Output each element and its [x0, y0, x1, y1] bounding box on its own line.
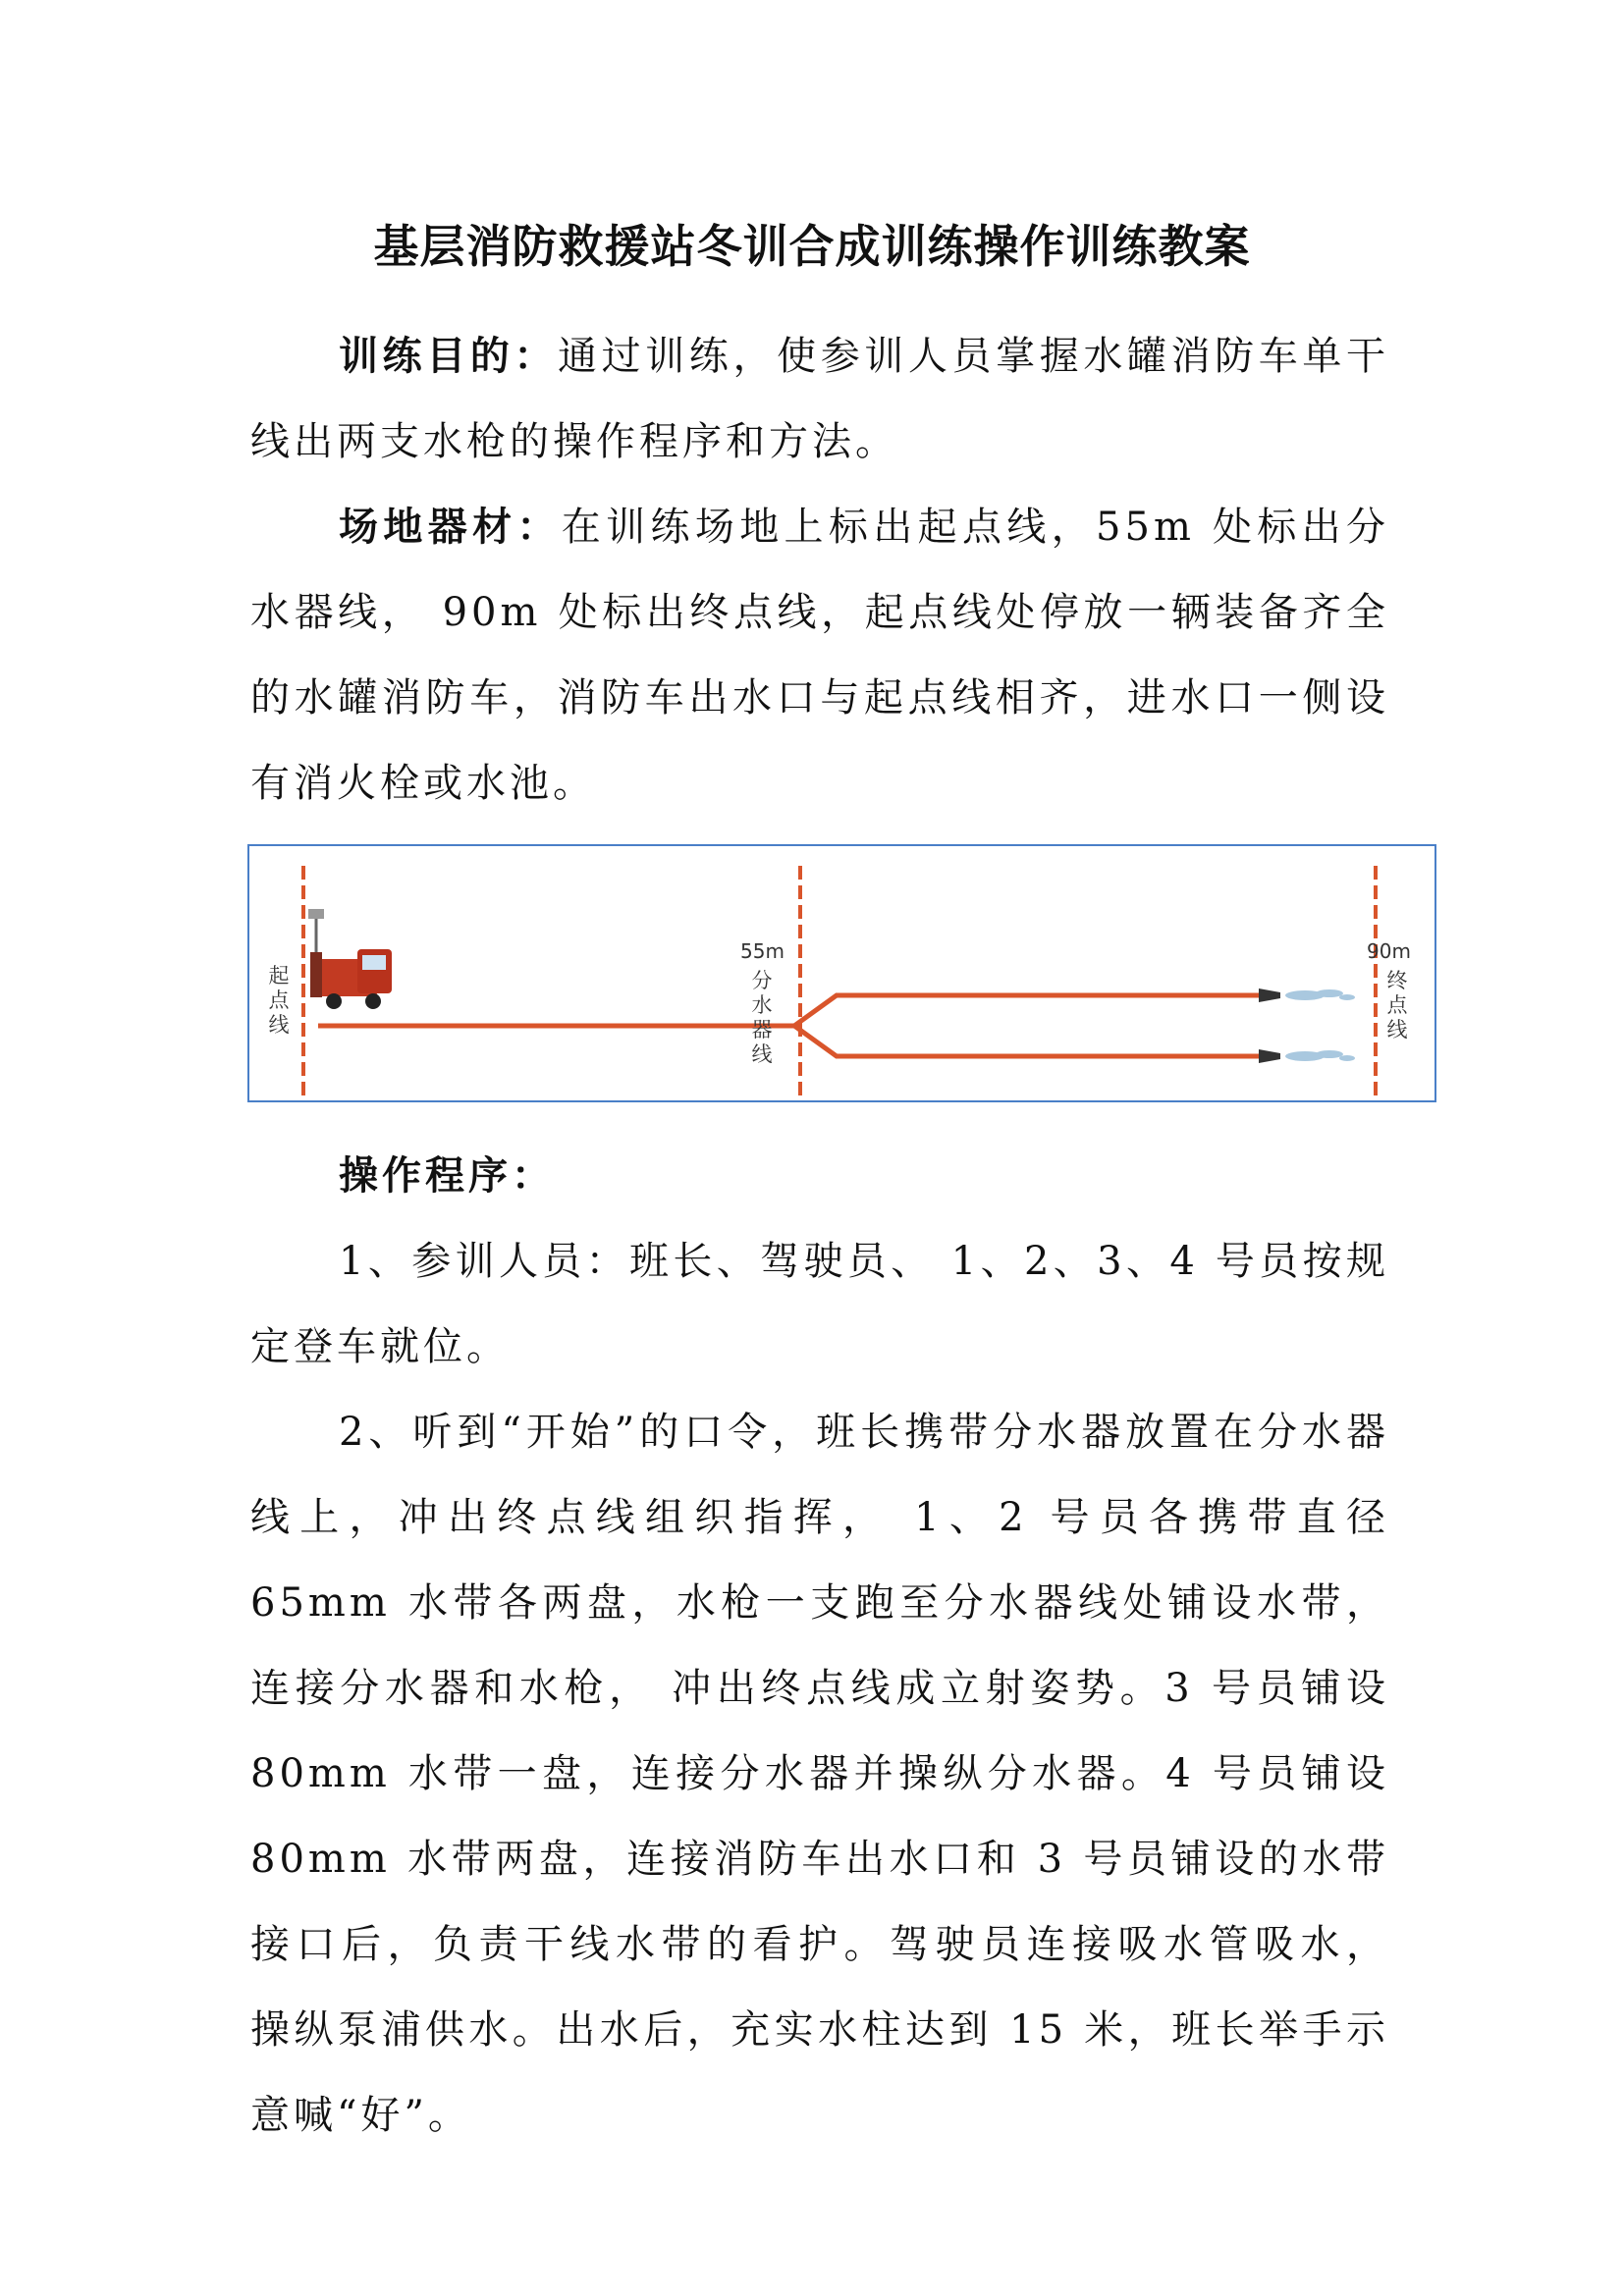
training-layout-diagram [247, 844, 1436, 1102]
equipment-label: 场地器材： [339, 505, 562, 550]
nozzle-icon [1259, 1049, 1280, 1063]
start-line-label: 起点线 [268, 964, 290, 1037]
procedure-step: 1、参训人员：班长、驾驶员、 1、2、3、4 号员按规定登车就位。 [250, 1239, 1389, 1369]
water-spray-icon [1285, 989, 1355, 1000]
end-line-label: 终点线 [1386, 969, 1408, 1041]
diagram-svg [249, 846, 1435, 1100]
purpose-paragraph [250, 314, 1389, 485]
purpose-text: 通过训练，使参训人员掌握水罐消防车单干线出两支水枪的操作程序和方法。 [250, 334, 1390, 464]
water-spray-icon [1285, 1050, 1355, 1061]
branch-hose-2 [794, 1026, 1261, 1056]
equipment-paragraph [250, 485, 1389, 827]
procedure-step: 2、听到“开始”的口令，班长携带分水器放置在分水器线上，冲出终点线组织指挥， 1、2 号员各携带直径 65mm 水带各两盘，水枪一支跑至分水器线处铺设水带，连接分水器和水枪， 冲出终点线成立射姿势。3 号员铺设 80mm 水带一盘，连接分水器并操纵分水器。4 号员铺设 80mm 水带两盘，连接消防车出水口和 3 号员铺设的水带接口后，负责干线水带的看护。驾驶员连接吸水管吸水， 操纵泵浦供水。出水后，充实水柱达到 15 米，班长举手示意喊“好”。 [250, 1410, 1389, 2138]
nozzle-icon [1259, 988, 1280, 1002]
procedure-heading-text: 操作程序： [339, 1153, 555, 1199]
fire-truck-icon [308, 909, 392, 1009]
page-title: 基层消防救援站冬训合成训练操作训练教案 [373, 220, 1251, 273]
mid-line-label: 分水器线 [751, 969, 773, 1066]
equipment-text: 在训练场地上标出起点线，55m 处标出分水器线， 90m 处标出终点线，起点线处停放一辆装备齐全的水罐消防车，消防车出水口与起点线相齐，进水口一侧设有消火栓或水池。 [250, 505, 1390, 806]
end-distance-label: 90m [1367, 939, 1411, 963]
procedure-heading [250, 1134, 1389, 1219]
branch-hose-1 [794, 995, 1261, 1026]
purpose-label: 训练目的： [339, 334, 559, 379]
mid-distance-label: 55m [740, 939, 785, 963]
